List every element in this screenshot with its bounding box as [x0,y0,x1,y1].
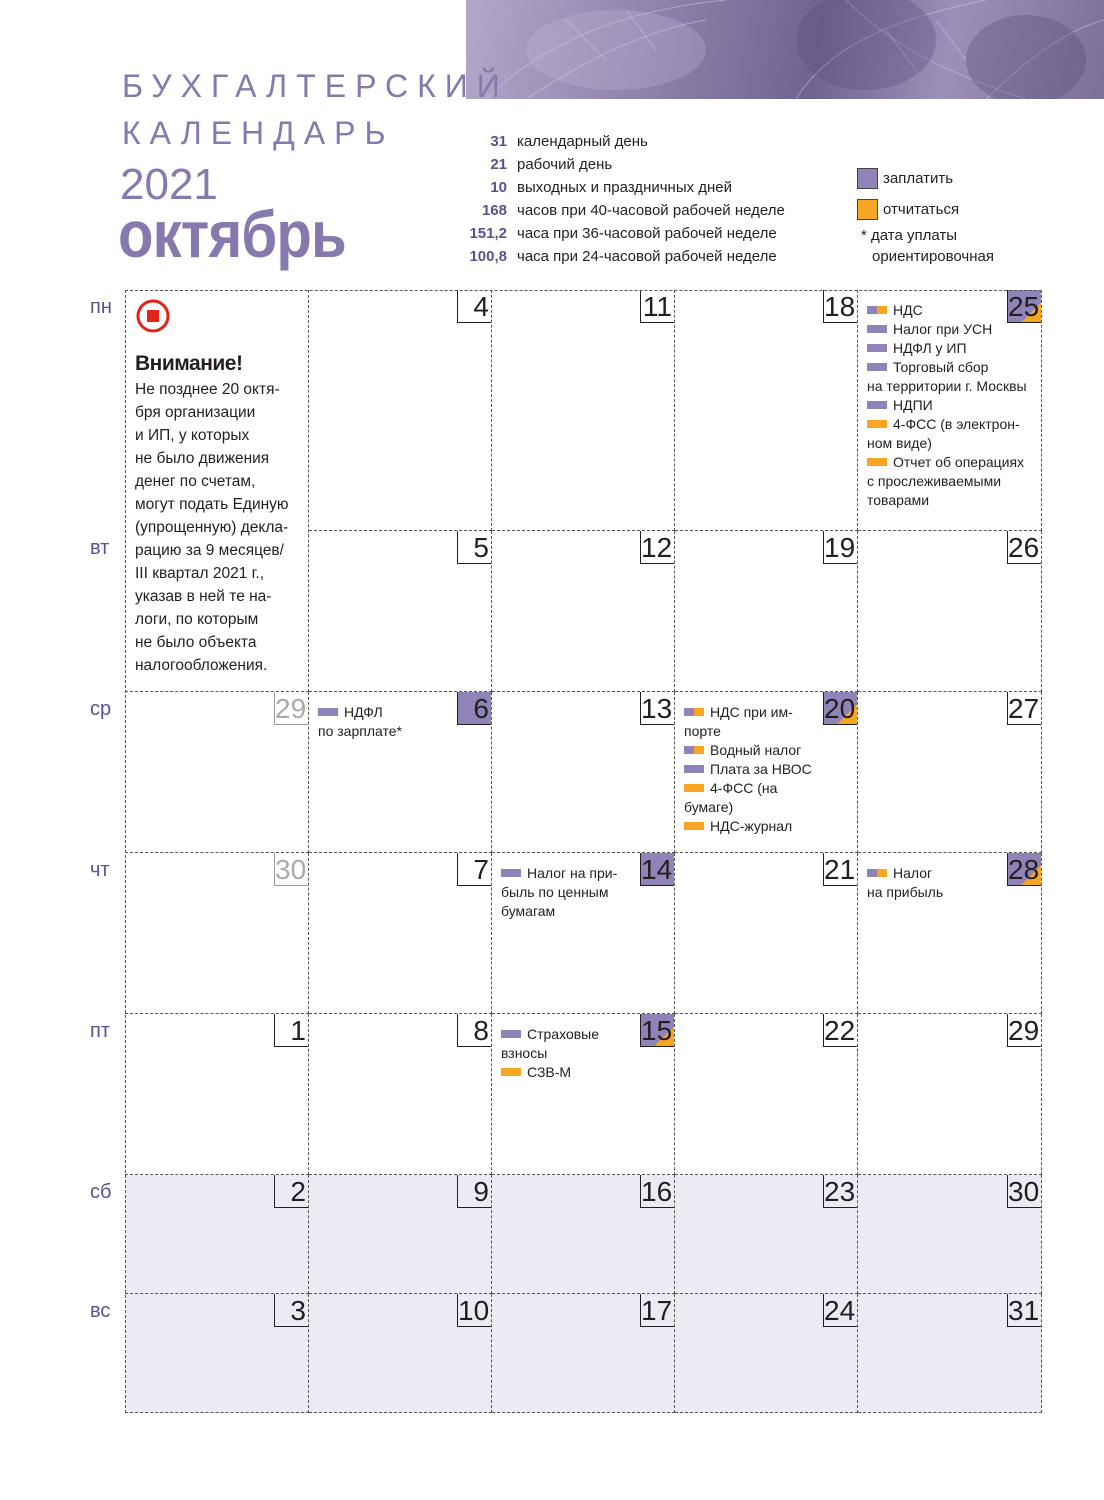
weekday-label: пт [90,1020,110,1042]
deadline-item [867,358,1037,377]
deadline-text: НДФЛ [344,704,383,720]
report-swatch-icon [857,199,878,220]
day-number[interactable]: 14 [641,854,673,885]
notice-line: и ИП, у которых [135,427,250,444]
legend-note-line1: * дата уплаты [861,227,958,244]
deadline-text: Налог [893,865,933,881]
pay-marker-icon [867,325,887,333]
day-number[interactable]: 29 [1008,1015,1040,1046]
report-marker-icon [684,784,704,792]
stat-row [440,156,840,179]
deadline-item [867,864,1001,883]
deadline-text: Водный налог [710,742,802,758]
day-number[interactable]: 15 [641,1015,673,1046]
pay-marker-icon [867,401,887,409]
stat-number: 31 [490,133,507,150]
deadline-list [501,1025,634,1082]
day-cell [125,1294,309,1413]
deadline-list [501,864,634,921]
day-cell [309,531,492,692]
deadline-list [684,703,817,836]
day-number[interactable]: 16 [641,1176,673,1207]
day-number[interactable]: 20 [824,693,856,724]
deadline-item [501,883,634,902]
stat-label: рабочий день [517,156,613,173]
day-cell [675,1294,858,1413]
day-cell [858,531,1042,692]
day-cell [858,1294,1042,1413]
deadline-item [684,703,817,722]
deadline-item [867,472,1037,491]
day-cell [492,692,675,853]
weekday-label: вс [90,1300,111,1322]
legend-report-label: отчитаться [883,201,960,218]
stat-label: календарный день [517,133,648,150]
deadline-text: на территории г. Москвы [867,378,1027,394]
deadline-item [684,817,817,836]
weekday-label: чт [90,859,110,881]
day-number[interactable]: 7 [457,853,491,886]
legend-report [857,194,959,225]
deadline-item [867,320,1037,339]
report-marker-icon [501,1068,521,1076]
deadline-text: товарами [867,492,930,508]
deadline-text: ном виде) [867,435,932,451]
day-cell [492,531,675,692]
notice-line: бря организации [135,404,256,421]
deadline-text: порте [684,723,721,739]
notice-title: Внимание! [135,352,243,375]
day-cell [309,1294,492,1413]
day-cell [309,692,492,853]
notice-line: (упрощенную) декла- [135,519,289,536]
stat-number: 151,2 [469,225,507,242]
deadline-item [867,453,1037,472]
header-leaf-photo [466,0,1104,99]
deadline-text: по зарплате* [318,723,402,739]
weekday-label: пн [90,296,112,318]
deadline-item [684,779,817,817]
deadline-text: Налог при УСН [893,321,993,337]
deadline-item [867,301,1001,320]
day-number[interactable]: 30 [1008,1176,1040,1207]
notice-line: не было движения [135,450,270,467]
legend-note [861,225,994,267]
day-number[interactable]: 26 [1008,532,1040,563]
day-number[interactable]: 11 [640,290,674,323]
stat-row [440,133,840,156]
day-number[interactable]: 28 [1008,854,1040,885]
deadline-text: 4-ФСС (на бумаге) [684,780,778,815]
deadline-text: 4-ФСС (в электрон- [893,416,1020,432]
deadline-item [501,1063,634,1082]
deadline-item [318,722,451,741]
pay-marker-icon [684,765,704,773]
day-cell [125,692,309,853]
stat-number: 10 [490,179,507,196]
deadline-item [867,491,1037,510]
notice-line: могут подать Единую [135,496,289,513]
deadline-item [867,396,1037,415]
day-cell [858,290,1042,531]
day-cell [858,853,1042,1014]
day-number[interactable]: 30 [275,854,307,885]
pay-marker-icon [318,708,338,716]
deadline-list [318,703,451,741]
stat-label: часа при 36-часовой рабочей неделе [517,225,777,242]
day-number[interactable]: 4 [457,290,491,323]
deadline-text: Страховые [527,1026,600,1042]
deadline-text: НДФЛ у ИП [893,340,967,356]
pay-marker-icon [867,344,887,352]
stat-row [440,202,840,225]
day-number[interactable]: 1 [274,1014,308,1047]
day-number[interactable]: 31 [1008,1295,1040,1326]
day-number[interactable]: 9 [457,1175,491,1208]
deadline-item [867,883,1037,902]
weekday-label: вт [90,537,110,559]
day-number[interactable]: 3 [274,1294,308,1327]
deadline-text: взносы [501,1045,548,1061]
pay-report-marker-icon [867,869,887,877]
deadline-text: с прослеживаемыми [867,473,1002,489]
day-number[interactable]: 13 [641,693,673,724]
day-number[interactable]: 21 [824,854,856,885]
deadline-item [867,415,1037,434]
stat-row [440,225,840,248]
deadline-text: НДПИ [893,397,933,413]
deadline-item [501,1025,634,1044]
day-number[interactable]: 8 [457,1014,491,1047]
deadline-list [867,301,1027,510]
day-cell [309,1175,492,1294]
day-number[interactable]: 24 [824,1295,856,1326]
deadline-item [684,760,817,779]
day-number[interactable]: 5 [457,531,491,564]
notice-line: не было объекта [135,634,257,651]
deadline-text: на прибыль [867,884,944,900]
deadline-item [501,864,634,883]
report-marker-icon [867,420,887,428]
stop-icon [135,298,171,334]
day-cell [125,290,309,692]
deadline-text: быль по ценным [501,884,609,900]
deadline-text: Плата за НВОС [710,761,812,777]
day-number[interactable]: 29 [275,693,307,724]
notice-block [135,298,295,677]
deadline-text: Торговый сбор [893,359,989,375]
legend-pay [857,163,959,194]
deadline-text: НДС-журнал [710,818,793,834]
deadline-text: бумагам [501,903,556,919]
day-cell [492,1175,675,1294]
month-stats [440,133,840,271]
legend-note-line2: ориентировочная [872,248,994,265]
pay-swatch-icon [857,168,878,189]
notice-line: указав в ней те на- [135,588,272,605]
day-cell [858,1175,1042,1294]
day-cell [858,1014,1042,1175]
day-cell [492,1014,675,1175]
deadline-item [318,703,451,722]
stat-number: 100,8 [469,248,507,265]
pay-report-marker-icon [684,746,704,754]
day-cell [125,1175,309,1294]
day-cell [675,1175,858,1294]
legend [857,163,959,225]
notice-body [135,378,300,677]
deadline-item [684,722,817,741]
calendar-month: октябрь [118,197,346,271]
stat-row [440,248,840,271]
day-number[interactable]: 23 [824,1176,856,1207]
day-cell [309,1014,492,1175]
day-cell [675,1014,858,1175]
day-cell [125,1014,309,1175]
stat-label: часа при 24-часовой рабочей неделе [517,248,777,265]
day-number[interactable]: 10 [458,1295,490,1326]
weekday-label: сб [90,1181,112,1203]
weekday-label: ср [90,698,112,720]
pay-report-marker-icon [684,708,704,716]
day-number[interactable]: 25 [1008,291,1040,322]
day-cell [675,692,858,853]
notice-line: налогообложения. [135,657,268,674]
stat-number: 21 [490,156,507,173]
notice-line: денег по счетам, [135,473,256,490]
pay-marker-icon [501,869,521,877]
notice-line: III квартал 2021 г., [135,565,265,582]
day-cell [125,853,309,1014]
stat-row [440,179,840,202]
deadline-text: СЗВ-М [527,1064,572,1080]
day-cell [309,290,492,531]
pay-report-marker-icon [867,306,887,314]
day-number[interactable]: 2 [274,1175,308,1208]
day-cell [309,853,492,1014]
day-cell [675,290,858,531]
deadline-item [867,377,1037,396]
day-number[interactable]: 22 [824,1015,856,1046]
calendar-title-line2: КАЛЕНДАРЬ [122,115,395,151]
notice-line: логи, по которым [135,611,259,628]
day-cell [492,853,675,1014]
notice-line: Не позднее 20 октя- [135,381,280,398]
notice-line: рацию за 9 месяцев/ [135,542,284,559]
day-number[interactable]: 19 [824,532,856,563]
day-cell [675,853,858,1014]
deadline-text: Налог на при- [527,865,618,881]
day-cell [492,1294,675,1413]
deadline-item [501,902,634,921]
deadline-item [867,434,1037,453]
stat-label: выходных и праздничных дней [517,179,733,196]
day-cell [858,692,1042,853]
legend-pay-label: заплатить [883,170,954,187]
deadline-text: Отчет об операциях [893,454,1025,470]
report-marker-icon [684,822,704,830]
deadline-item [684,741,817,760]
day-number[interactable]: 12 [641,532,673,563]
calendar-year: 2021 [120,160,218,209]
day-number[interactable]: 27 [1008,693,1040,724]
day-cell [492,290,675,531]
deadline-item [867,339,1037,358]
deadline-list [867,864,1001,902]
report-marker-icon [867,458,887,466]
pay-marker-icon [501,1030,521,1038]
deadline-item [501,1044,634,1063]
day-number[interactable]: 18 [824,291,856,322]
calendar-grid [125,290,1042,1413]
stat-label: часов при 40-часовой рабочей неделе [517,202,785,219]
day-cell [675,531,858,692]
pay-marker-icon [867,363,887,371]
day-number[interactable]: 17 [641,1295,673,1326]
deadline-text: НДС при им- [710,704,793,720]
calendar-title-line1: БУХГАЛТЕРСКИЙ [122,68,509,104]
deadline-text: НДС [893,302,923,318]
day-number[interactable]: 6 [457,692,491,725]
stat-number: 168 [481,202,507,219]
